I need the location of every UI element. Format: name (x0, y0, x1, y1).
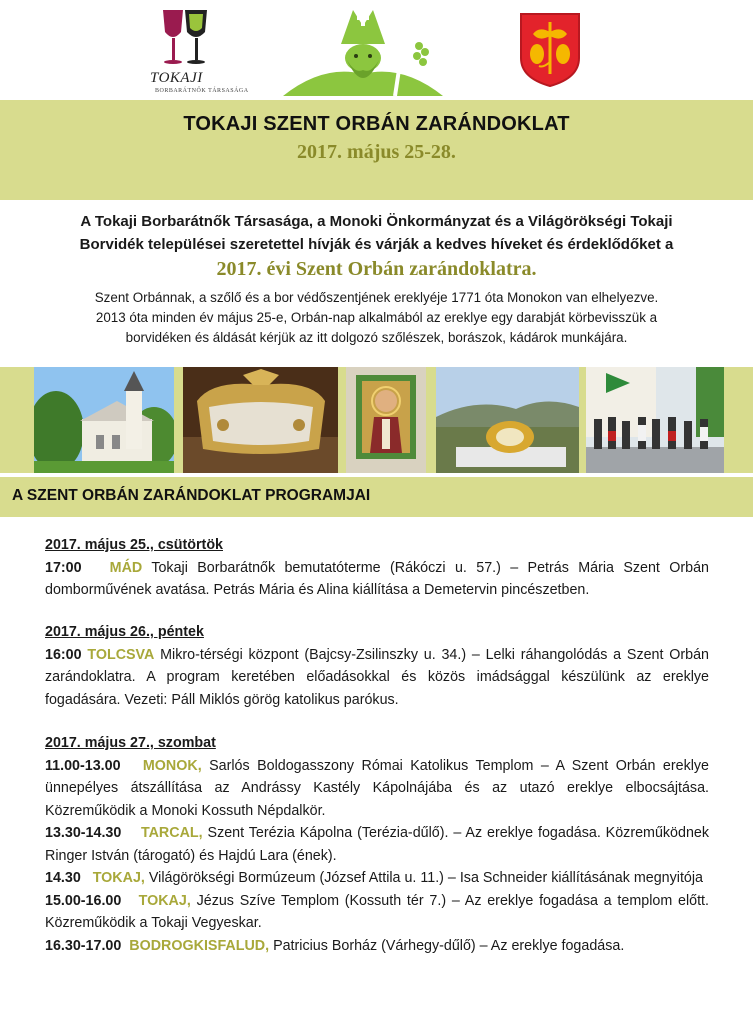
description-line: 2013 óta minden év május 25-e, Orbán-nap alkalmából az ereklye egy darabját körbevisszük a (95, 310, 658, 325)
reliquary-photo (183, 367, 338, 473)
event-text: Világörökségi Bormúzeum (József Attila u. 11.) – Isa Schneider kiállításának megnyitója (148, 870, 704, 886)
program-event (45, 755, 709, 823)
program-event (45, 822, 709, 867)
event-text: Mikro-térségi központ (Bajcsy-Zsilinszky u. 34.) – Lelki ráhangolódás a Szent Orbán zarándoklatra. A program keretében előadásokkal és közös imádsággal készülünk az ereklye fogadására. Vezeti: Páll Miklós görög katolikus parókus. (45, 646, 709, 708)
description-line: Szent Orbánnak, a szőlő és a bor védőszentjének ereklyéje 1771 óta Monokon van elhelyezve. (94, 290, 659, 305)
event-text: Patricius Borház (Várhegy-dűlő) – Az ereklye fogadása. (273, 937, 625, 954)
day-heading: 2017. május 26., péntek (45, 624, 204, 640)
event-time: 16.30-17.00 (45, 937, 122, 954)
section-title: A SZENT ORBÁN ZARÁNDOKLAT PROGRAMJAI (12, 487, 371, 504)
description-text (40, 288, 713, 348)
church-photo (34, 367, 174, 473)
invitation-line: Borvidék települései szeretettel hívják és várják a kedves híveket és érdeklődőket a (79, 236, 674, 253)
procession-photo (586, 367, 724, 473)
event-text: Tokaji Borbarátnők bemutatóterme (Rákóczi u. 57.) – Petrás Mária Szent Orbán domborművének avatása. Petrás Mária és Alina kiállítása a Demetervin pincészetben. (45, 559, 709, 598)
event-time: 13.30-14.30 (45, 825, 122, 841)
event-place: BODROGKISFALUD, (129, 937, 270, 954)
event-place: TOKAJ, (92, 870, 145, 886)
wine-glasses-logo-icon (155, 6, 215, 72)
program-day (45, 534, 709, 602)
event-text: Sarlós Boldogasszony Római Katolikus Templom – A Szent Orbán ereklye ünnepélyes átszállítása az Andrássy Kastély Kápolnájába és az utazó ereklye elbocsájtása. Közreműködik a Monoki Kossuth Népdalkör. (45, 757, 710, 819)
event-place: MÁD (109, 559, 143, 576)
invitation-line: A Tokaji Borbarátnők Társasága, a Monoki Önkormányzat és a Világörökségi Tokaji (80, 213, 673, 230)
program-event (45, 557, 709, 602)
relic-landscape-photo (436, 367, 579, 473)
program-event (45, 890, 709, 935)
invitation-text (40, 210, 713, 256)
event-date: 2017. május 25-28. (297, 141, 456, 163)
day-heading: 2017. május 27., szombat (45, 735, 216, 751)
event-time: 16:00 (45, 646, 82, 663)
program-day (45, 732, 709, 957)
saint-orban-logo-icon (283, 4, 443, 96)
invitation-highlight: 2017. évi Szent Orbán zarándoklatra. (216, 258, 537, 280)
event-place: TOKAJ, (138, 892, 191, 909)
program-event (45, 867, 709, 890)
logo-text: TOKAJI (150, 70, 203, 86)
event-text: Jézus Szíve Templom (Kossuth tér 7.) – Az ereklye fogadása a templom előtt. Közreműködik a Tokaji Vegyeskar. (45, 892, 709, 931)
logo-subtext: BORBARÁTNŐK TÁRSASÁGA (155, 88, 249, 94)
icon-painting-photo (346, 367, 426, 473)
event-place: TOLCSVA (87, 646, 155, 663)
coat-of-arms-icon (519, 12, 581, 88)
day-heading: 2017. május 25., csütörtök (45, 537, 223, 553)
program-day (45, 621, 709, 711)
event-text: Szent Terézia Kápolna (Terézia-dűlő). – Az ereklye fogadása. Közreműködnek Ringer István (tárogató) és Hajdú Lara (ének). (45, 825, 709, 864)
logo-row (0, 0, 753, 100)
event-time: 17:00 (45, 559, 82, 576)
program-event (45, 644, 709, 712)
description-line: borvidéken és áldását kérjük az itt dolgozó szőlészek, borászok, kádárok munkájára. (125, 330, 628, 345)
event-place: MONOK, (142, 757, 202, 774)
event-place: TARCAL, (140, 825, 203, 841)
program-event (45, 935, 709, 958)
event-time: 15.00-16.00 (45, 892, 122, 909)
event-time: 11.00-13.00 (45, 757, 121, 774)
event-time: 14.30 (45, 870, 81, 886)
page-title: TOKAJI SZENT ORBÁN ZARÁNDOKLAT (183, 113, 570, 135)
